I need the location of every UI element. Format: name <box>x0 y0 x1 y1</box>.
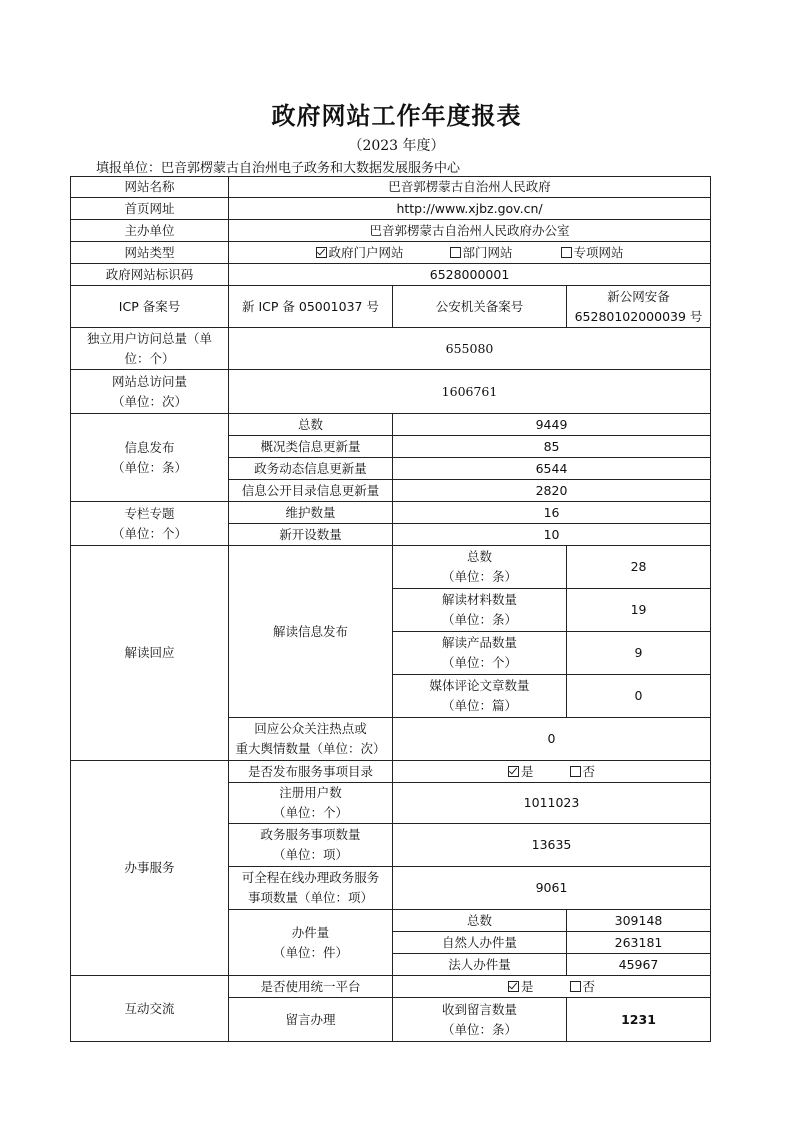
row-site-type <box>71 242 711 264</box>
interp-row-label-line2: （单位：条） <box>441 612 517 627</box>
checkbox-empty-icon[interactable] <box>561 247 572 258</box>
online-items-label-line2: 事项数量（单位：项） <box>247 890 373 905</box>
info-row-value: 9449 <box>393 414 711 436</box>
cases-label-line1: 办件量 <box>291 924 330 940</box>
message-label: 留言办理 <box>229 998 393 1042</box>
received-label-line2: （单位：条） <box>441 1021 517 1037</box>
interp-response-value: 0 <box>393 718 711 761</box>
interp-row-label-line2: （单位：个） <box>441 655 517 670</box>
checkbox-empty-icon[interactable] <box>570 981 581 992</box>
police-value <box>567 286 711 328</box>
service-catalog-no-label: 否 <box>582 763 596 779</box>
site-type-department-label: 部门网站 <box>462 244 513 260</box>
columns-row-value: 16 <box>393 502 711 524</box>
service-catalog-options <box>393 761 711 783</box>
registered-users-value: 1011023 <box>393 783 711 824</box>
columns-label <box>71 502 229 546</box>
report-year: （2023 年度） <box>348 138 445 154</box>
total-visits-label-line1: 网站总访问量 <box>111 373 187 389</box>
info-publish-label-line1: 信息发布 <box>124 439 175 455</box>
platform-label: 是否使用统一平台 <box>229 976 393 998</box>
site-name-value: 巴音郭楞蒙古自治州人民政府 <box>229 177 711 198</box>
service-catalog-label: 是否发布服务事项目录 <box>229 761 393 783</box>
total-visits-label-line2: （单位：次） <box>111 393 187 409</box>
row-service-catalog <box>71 761 711 783</box>
row-unified-platform <box>71 976 711 998</box>
interp-row-label-line1: 解读材料数量 <box>441 592 517 607</box>
home-url-value: http://www.xjbz.gov.cn/ <box>229 198 711 220</box>
site-type-portal-option[interactable] <box>316 243 404 263</box>
interp-row-label <box>393 632 567 675</box>
row-site-name <box>71 177 711 198</box>
row-total-visits <box>71 370 711 414</box>
service-items-label-line1: 政务服务事项数量 <box>260 827 361 842</box>
service-items-label <box>229 824 393 867</box>
row-icp <box>71 286 711 328</box>
received-label-line1: 收到留言数量 <box>441 1001 517 1017</box>
info-row-value: 85 <box>393 436 711 458</box>
platform-options <box>393 976 711 998</box>
site-type-department-option[interactable] <box>450 243 513 263</box>
site-type-special-option[interactable] <box>561 243 624 263</box>
cases-row-value: 309148 <box>567 910 711 932</box>
home-url-label: 首页网址 <box>71 198 229 220</box>
site-type-label: 网站类型 <box>71 242 229 264</box>
service-items-value: 13635 <box>393 824 711 867</box>
service-catalog-yes-option[interactable] <box>508 762 534 782</box>
interp-row-label <box>393 589 567 632</box>
report-table <box>70 176 711 1042</box>
service-catalog-no-option[interactable] <box>570 762 596 782</box>
interp-row-value: 19 <box>567 589 711 632</box>
report-title: 政府网站工作年度报表 <box>271 102 522 130</box>
total-visits-value: 1606761 <box>229 370 711 414</box>
columns-row-value: 10 <box>393 524 711 546</box>
row-home-url <box>71 198 711 220</box>
interp-response-label <box>229 718 393 761</box>
info-row-value: 6544 <box>393 458 711 480</box>
police-label: 公安机关备案号 <box>393 286 567 328</box>
interpretation-publish-label: 解读信息发布 <box>229 546 393 718</box>
interaction-label: 互动交流 <box>71 976 229 1042</box>
icp-label: ICP 备案号 <box>71 286 229 328</box>
interp-row-label <box>393 546 567 589</box>
registered-users-label-line2: （单位：个） <box>272 805 348 820</box>
site-type-special-label: 专项网站 <box>573 244 624 260</box>
service-catalog-yes-label: 是 <box>521 763 534 779</box>
interp-response-label-line1: 回应公众关注热点或 <box>254 721 367 736</box>
info-row-label: 概况类信息更新量 <box>229 436 393 458</box>
cases-label-line2: （单位：件） <box>272 944 348 960</box>
unique-visitors-label <box>71 328 229 370</box>
registered-users-label-line1: 注册用户数 <box>279 785 342 800</box>
cases-label <box>229 910 393 976</box>
site-type-portal-label: 政府门户网站 <box>328 244 404 260</box>
info-row-value: 2820 <box>393 480 711 502</box>
row-info-total <box>71 414 711 436</box>
unique-visitors-label-line1: 独立用户访问总量（单 <box>86 330 212 346</box>
received-label <box>393 998 567 1042</box>
interp-response-label-line2: 重大舆情数量（单位：次） <box>235 741 386 756</box>
info-publish-label <box>71 414 229 502</box>
online-items-label <box>229 867 393 910</box>
site-type-options <box>229 242 711 264</box>
info-row-label: 政务动态信息更新量 <box>229 458 393 480</box>
site-name-label: 网站名称 <box>71 177 229 198</box>
columns-label-line1: 专栏专题 <box>124 505 175 521</box>
interp-row-value: 28 <box>567 546 711 589</box>
online-items-label-line1: 可全程在线办理政务服务 <box>241 870 380 885</box>
cases-row-label: 总数 <box>393 910 567 932</box>
interpretation-label: 解读回应 <box>71 546 229 761</box>
columns-row-label: 维护数量 <box>229 502 393 524</box>
row-site-code <box>71 264 711 286</box>
interp-row-label-line1: 媒体评论文章数量 <box>429 678 530 693</box>
interp-row-label-line2: （单位：条） <box>441 569 517 584</box>
checkbox-empty-icon[interactable] <box>570 766 581 777</box>
info-row-label: 信息公开目录信息更新量 <box>229 480 393 502</box>
police-value-line1: 新公网安备 <box>607 288 670 304</box>
interp-row-label-line2: （单位：篇） <box>441 698 517 713</box>
checkbox-checked-icon[interactable] <box>508 766 519 777</box>
site-code-value: 6528000001 <box>229 264 711 286</box>
police-value-line2: 65280102000039 号 <box>574 308 703 324</box>
cases-row-value: 45967 <box>567 954 711 976</box>
interp-row-label-line1: 解读产品数量 <box>441 635 517 650</box>
site-code-label: 政府网站标识码 <box>71 264 229 286</box>
sponsor-label: 主办单位 <box>71 220 229 242</box>
platform-no-option[interactable] <box>570 977 596 997</box>
row-columns-maintained <box>71 502 711 524</box>
row-unique-visitors <box>71 328 711 370</box>
services-label: 办事服务 <box>71 761 229 976</box>
interp-row-label <box>393 675 567 718</box>
columns-label-line2: （单位：个） <box>111 525 187 541</box>
filling-unit: 填报单位：巴音郭楞蒙古自治州电子政务和大数据发展服务中心 <box>96 161 461 176</box>
registered-users-label <box>229 783 393 824</box>
interp-row-value: 9 <box>567 632 711 675</box>
columns-row-label: 新开设数量 <box>229 524 393 546</box>
cases-row-label: 自然人办件量 <box>393 932 567 954</box>
icp-value: 新 ICP 备 05001037 号 <box>229 286 393 328</box>
total-visits-label <box>71 370 229 414</box>
checkbox-empty-icon[interactable] <box>450 247 461 258</box>
unique-visitors-label-line2: 位：个） <box>124 350 175 366</box>
info-publish-label-line2: （单位：条） <box>111 459 187 475</box>
online-items-value: 9061 <box>393 867 711 910</box>
checkbox-checked-icon[interactable] <box>316 247 327 258</box>
cases-row-label: 法人办件量 <box>393 954 567 976</box>
platform-no-label: 否 <box>582 978 596 994</box>
row-interp-total <box>71 546 711 589</box>
platform-yes-label: 是 <box>521 978 534 994</box>
sponsor-value: 巴音郭楞蒙古自治州人民政府办公室 <box>229 220 711 242</box>
checkbox-checked-icon[interactable] <box>508 981 519 992</box>
interp-row-value: 0 <box>567 675 711 718</box>
interp-row-label-line1: 总数 <box>466 549 492 564</box>
unique-visitors-value: 655080 <box>229 328 711 370</box>
info-row-label: 总数 <box>229 414 393 436</box>
received-value: 1231 <box>567 998 711 1042</box>
service-items-label-line2: （单位：项） <box>272 847 348 862</box>
cases-row-value: 263181 <box>567 932 711 954</box>
row-sponsor <box>71 220 711 242</box>
platform-yes-option[interactable] <box>508 977 534 997</box>
